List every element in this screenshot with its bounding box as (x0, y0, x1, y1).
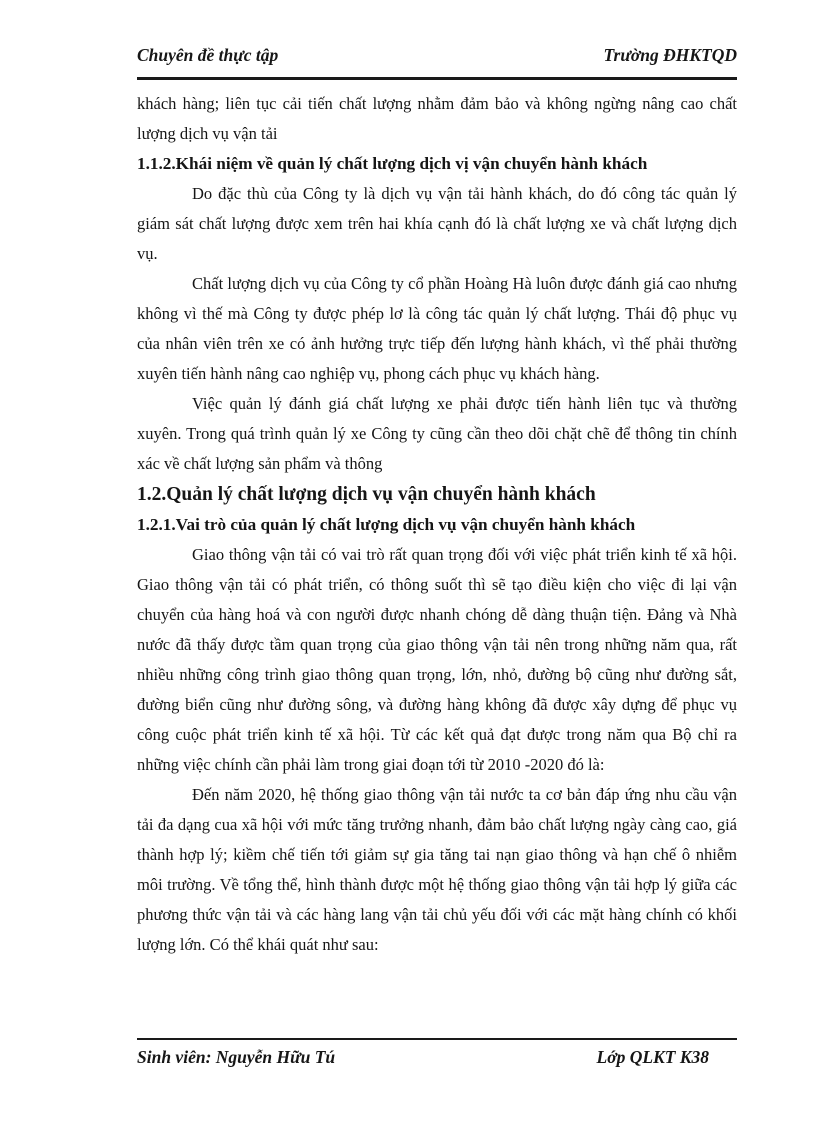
footer-class: Lớp QLKT K38 (596, 1047, 709, 1067)
heading-1-1-2: 1.1.2.Khái niệm về quản lý chất lượng dịch vị vận chuyển hành khách (137, 154, 648, 173)
header-school: Trường ĐHKTQD (603, 45, 737, 65)
paragraph: Do đặc thù của Công ty là dịch vụ vận tải hành khách, do đó công tác quản lý giám sát chất lượng được xem trên hai khía cạnh đó là chất lượng xe và chất lượng dịch vụ. (137, 184, 737, 263)
paragraph: Giao thông vận tải có vai trò rất quan trọng đối với việc phát triển kinh tế xã hội. Giao thông vận tải có phát triển, có thông suốt thì sẽ tạo điều kiện cho việc đi lại vận chuyển của hàng hoá và con người được nhanh chóng dễ dàng thuận tiện. Đảng và Nhà nước đã thấy được tầm quan trọng của giao thông vận tải nên trong những năm qua, rất nhiều những công trình giao thông quan trọng, lớn, nhỏ, đường bộ cũng như đường sắt, đường biển cũng như đường sông, và đường hàng không đã được xây dựng để phục vụ công cuộc phát triển kinh tế xã hội. Từ các kết quả đạt được trong năm qua Bộ chỉ ra những việc chính cần phải làm trong giai đoạn tới từ 2010 -2020 đó là: (137, 545, 737, 774)
heading-1-2: 1.2.Quản lý chất lượng dịch vụ vận chuyển hành khách (137, 484, 596, 505)
document-body (137, 89, 737, 960)
heading-1-2-1: 1.2.1.Vai trò của quản lý chất lượng dịch vụ vận chuyển hành khách (137, 515, 636, 534)
paragraph: Chất lượng dịch vụ của Công ty cổ phần Hoàng Hà luôn được đánh giá cao nhưng không vì thế mà Công ty được phép lơ là công tác quản lý chất lượng. Thái độ phục vụ của nhân viên trên xe có ảnh hưởng trực tiếp đến lượng hành khách, vì thế phải thường xuyên tiến hành nâng cao nghiệp vụ, phong cách phục vụ khách hàng. (137, 274, 737, 383)
paragraph: khách hàng; liên tục cải tiến chất lượng nhằm đảm bảo và không ngừng nâng cao chất lượng dịch vụ vận tải (137, 94, 737, 143)
page-footer (137, 1038, 737, 1068)
page-header (137, 44, 737, 80)
paragraph: Đến năm 2020, hệ thống giao thông vận tải nước ta cơ bản đáp ứng nhu cầu vận tải đa dạng cua xã hội với mức tăng trưởng nhanh, đảm bảo chất lượng ngày càng cao, giá thành hợp lý; kiềm chế tiến tới giảm sự gia tăng tai nạn giao thông và hạn chế ô nhiễm môi trường. Về tổng thể, hình thành được một hệ thống giao thông vận tải hợp lý giữa các phương thức vận tải và các hàng lang vận tải chủ yếu đối với các mặt hàng chính có khối lượng lớn. Có thể khái quát như sau: (137, 785, 737, 954)
footer-student-name: Sinh viên: Nguyễn Hữu Tú (137, 1047, 336, 1067)
paragraph: Việc quản lý đánh giá chất lượng xe phải được tiến hành liên tục và thường xuyên. Trong quá trình quản lý xe Công ty cũng cần theo dõi chặt chẽ để thông tin chính xác về chất lượng sản phẩm và thông (137, 394, 737, 473)
header-title: Chuyên đề thực tập (137, 45, 279, 65)
